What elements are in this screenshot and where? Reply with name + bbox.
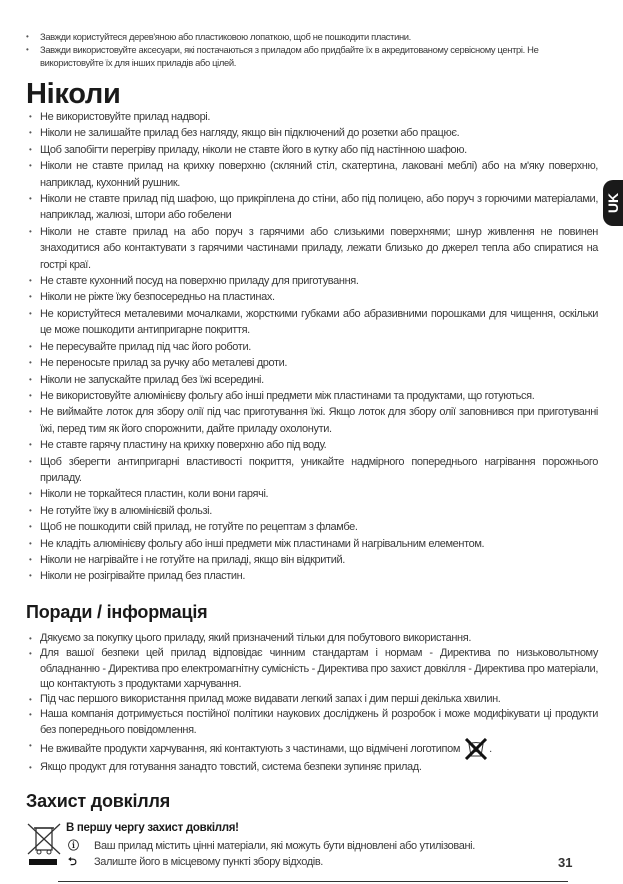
list-item: • Щоб не пошкодити свій прилад, не готуйте по рецептам з фламбе. (26, 519, 598, 535)
return-arrow-icon: ⮌ (68, 856, 77, 868)
list-item: • Ніколи не залишайте прилад без нагляду, якщо він підключений до розетки або працює. (26, 125, 598, 141)
env-row-materials (68, 837, 475, 853)
list-item: • Під час першого використання прилад може видавати легкий запах і дим перші декілька хвилин. (26, 692, 598, 707)
never-list (26, 109, 598, 585)
list-item: • Ніколи не торкайтеся пластин, коли вони гарячі. (26, 486, 598, 502)
language-tab-label: UK (605, 192, 621, 214)
list-item: • Щоб запобігти перегріву приладу, ніколи не ставте його в кутку або під настінною шафою. (26, 142, 598, 158)
env-row-collection (68, 853, 323, 872)
list-item-text: Не вживайте продукти харчування, які контактують з частинами, що відмічені логотипом (40, 742, 461, 755)
list-item: • Не пересувайте прилад під час його роботи. (26, 339, 598, 355)
list-item: • Не використовуйте прилад надворі. (26, 109, 598, 125)
list-item: • Не переносьте прилад за ручку або металеві дроти. (26, 355, 598, 371)
environment-subtitle: В першу чергу захист довкілля! (66, 822, 239, 834)
tips-list (26, 631, 598, 775)
list-item: • Не ставте гарячу пластину на крихку поверхню або під воду. (26, 437, 598, 453)
list-item: • Не використовуйте алюмінієву фольгу або інші предмети між пластинами та продуктами, що готуються. (26, 388, 598, 404)
intro-list (26, 30, 596, 69)
page-number: 31 (558, 855, 573, 870)
list-item: • Ніколи не розігрівайте прилад без пластин. (26, 568, 598, 584)
list-item: • Якщо продукт для готування занадто товстий, система безпеки зупиняє прилад. (26, 760, 598, 775)
language-tab (603, 180, 623, 226)
info-icon: ⓘ (68, 840, 79, 852)
list-item: • Завжди використовуйте аксесуари, які постачаються з приладом або придбайте їх в акредитованому сервісному центрі. Не використовуйте їх для інших приладів або цілей. (26, 43, 596, 69)
list-item: • Ніколи не ставте прилад на крихку поверхню (скляний стіл, скатертина, лаковані меблі) або на м'яку поверхню, наприклад, кухонний рушник. (26, 158, 598, 191)
list-item: • Ніколи не ставте прилад на або поруч з гарячими або слизькими поверхнями; шнур живлення не повинен знаходитися або контактувати з гарячими частинами приладу, лежати близько до джерел тепла або спиратися на гострі краї. (26, 224, 598, 273)
list-item: • Не користуйтеся металевими мочалками, жорсткими губками або абразивними порошками для чищення, оскільки це може пошкодити антипригарне покриття. (26, 306, 598, 339)
list-item: • Не вживайте продукти харчування, які контактують з частинами, що відмічені логотипом . (26, 738, 598, 760)
env-row-text: Залиште його в місцевому пункті збору відходів. (94, 856, 323, 868)
list-item: • Не кладіть алюмінієву фольгу або інші предмети між пластинами й нагрівальним елементом. (26, 536, 598, 552)
footer-rule (58, 881, 568, 882)
list-item: • Не ставте кухонний посуд на поверхню приладу для приготування. (26, 273, 598, 289)
section-title-tips: Поради / інформація (26, 602, 208, 622)
not-for-food-icon (463, 738, 489, 760)
env-row-text: Ваш прилад містить цінні матеріали, які можуть бути відновлені або утилізовані. (94, 840, 475, 852)
list-item: • Завжди користуйтеся дерев'яною або пластиковою лопаткою, щоб не пошкодити пластини. (26, 30, 596, 43)
list-item: • Ніколи не ріжте їжу безпосередньо на пластинах. (26, 289, 598, 305)
list-item: • Ніколи не запускайте прилад без їжі всередині. (26, 372, 598, 388)
list-item: • Не виймайте лоток для збору олії під час приготування їжі. Якщо лоток для збору олії заповнився при приготуванні їжі, перед тим як його спорожнити, дайте приладу охолонути. (26, 404, 598, 437)
list-item: • Наша компанія дотримується постійної політики наукових досліджень й розробок і може модифікувати ці продукти без попереднього повідомлення. (26, 707, 598, 738)
section-title-environment: Захист довкілля (26, 791, 171, 811)
crossed-bin-icon (26, 822, 62, 866)
list-item: • Щоб зберегти антипригарні властивості покриття, уникайте надмірного попереднього нагрівання порожнього приладу. (26, 454, 598, 487)
list-item: • Ніколи не ставте прилад під шафою, що прикріплена до стіни, або під полицею, або поруч з горючими матеріалами, наприклад, жалюзі, штори або гобелени (26, 191, 598, 224)
list-item: • Дякуємо за покупку цього приладу, який призначений тільки для побутового використання. (26, 631, 598, 646)
list-item: • Не готуйте їжу в алюмінієвій фользі. (26, 503, 598, 519)
list-item: • Для вашої безпеки цей прилад відповідає чинним стандартам і нормам - Директива по низьковольтному обладнанню - Директива про електромагнітну сумісність - Директива про захист довкілля - Директива про матеріали, що контактують з продуктами харчування. (26, 646, 598, 692)
list-item: • Ніколи не нагрівайте і не готуйте на приладі, якщо він відкритий. (26, 552, 598, 568)
section-title-never: Ніколи (26, 78, 121, 110)
